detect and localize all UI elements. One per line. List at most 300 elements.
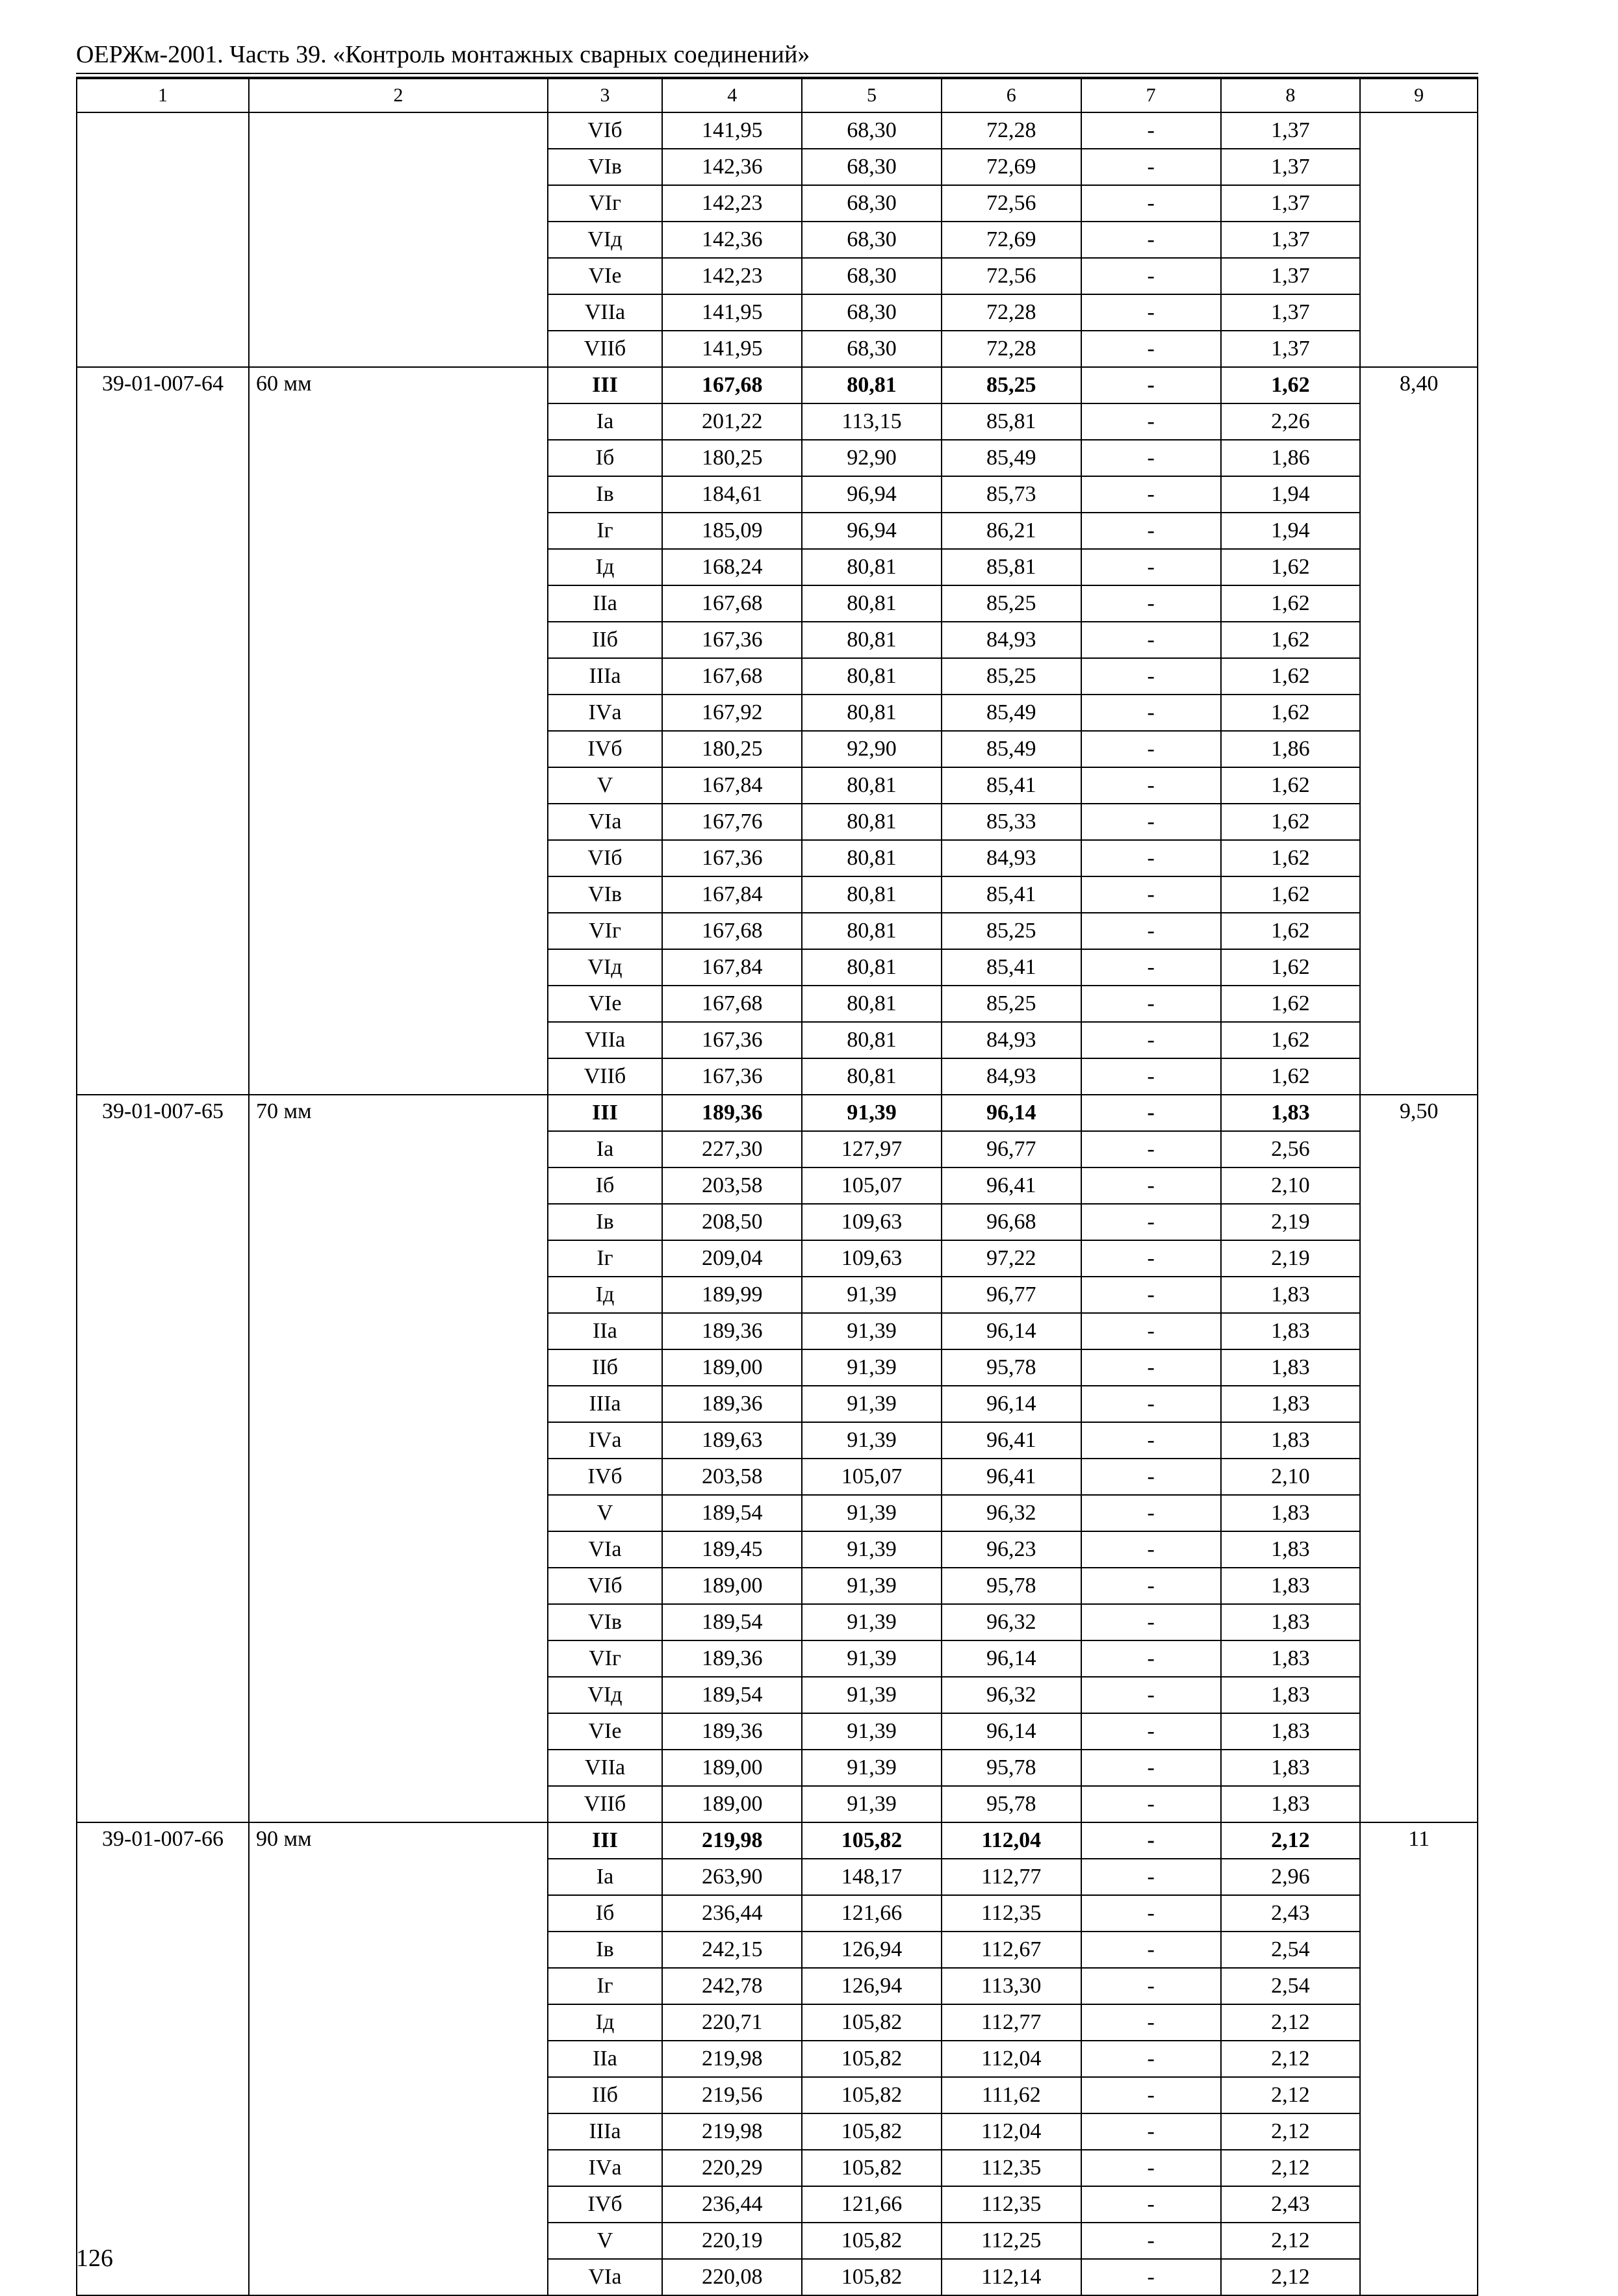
labor-cost-cell: 91,39 <box>802 1313 942 1349</box>
total-cost-cell: 167,68 <box>662 585 802 622</box>
operator-wage-cell: - <box>1081 1604 1221 1640</box>
total-cost-cell: 220,71 <box>662 2004 802 2041</box>
machine-cost-cell: 72,56 <box>942 258 1081 294</box>
machine-cost-cell: 95,78 <box>942 1750 1081 1786</box>
labor-cost-cell: 80,81 <box>802 949 942 986</box>
operator-wage-cell: - <box>1081 513 1221 549</box>
operator-wage-cell: - <box>1081 440 1221 476</box>
labor-cost-cell: 80,81 <box>802 1022 942 1058</box>
materials-cost-cell: 1,62 <box>1221 549 1361 585</box>
operator-wage-cell: - <box>1081 1459 1221 1495</box>
labor-cost-cell: 91,39 <box>802 1349 942 1386</box>
total-cost-cell: 189,54 <box>662 1495 802 1531</box>
total-cost-cell: 263,90 <box>662 1859 802 1895</box>
materials-cost-cell: 1,37 <box>1221 294 1361 331</box>
total-cost-cell: 167,36 <box>662 1058 802 1095</box>
operator-wage-cell: - <box>1081 1640 1221 1677</box>
labor-cost-cell: 105,82 <box>802 2004 942 2041</box>
machine-cost-cell: 84,93 <box>942 622 1081 658</box>
labor-cost-cell: 105,82 <box>802 2259 942 2295</box>
machine-cost-cell: 112,35 <box>942 1895 1081 1932</box>
labor-cost-cell: 80,81 <box>802 695 942 731</box>
labor-cost-cell: 105,82 <box>802 1822 942 1859</box>
condition-code-cell: Iа <box>548 1131 663 1167</box>
total-cost-cell: 189,36 <box>662 1313 802 1349</box>
condition-code-cell: V <box>548 2223 663 2259</box>
operator-wage-cell: - <box>1081 258 1221 294</box>
operator-wage-cell: - <box>1081 2004 1221 2041</box>
total-cost-cell: 167,36 <box>662 1022 802 1058</box>
thickness-cell <box>249 112 548 367</box>
column-header-5: 5 <box>802 79 942 112</box>
column-header-8: 8 <box>1221 79 1361 112</box>
materials-cost-cell: 1,83 <box>1221 1349 1361 1386</box>
materials-cost-cell: 2,43 <box>1221 2186 1361 2223</box>
materials-cost-cell: 1,83 <box>1221 1313 1361 1349</box>
machine-cost-cell: 112,77 <box>942 1859 1081 1895</box>
labor-cost-cell: 68,30 <box>802 112 942 149</box>
materials-cost-cell: 1,62 <box>1221 622 1361 658</box>
labor-cost-cell: 80,81 <box>802 585 942 622</box>
thickness-cell: 90 мм <box>249 1822 548 2295</box>
materials-cost-cell: 2,43 <box>1221 1895 1361 1932</box>
total-cost-cell: 227,30 <box>662 1131 802 1167</box>
materials-cost-cell: 1,94 <box>1221 476 1361 513</box>
machine-cost-cell: 85,25 <box>942 658 1081 695</box>
operator-wage-cell: - <box>1081 658 1221 695</box>
rate-code-cell: 39-01-007-65 <box>77 1095 249 1822</box>
total-cost-cell: 189,00 <box>662 1750 802 1786</box>
labor-cost-cell: 80,81 <box>802 986 942 1022</box>
labor-cost-cell: 80,81 <box>802 549 942 585</box>
labor-cost-cell: 80,81 <box>802 913 942 949</box>
condition-code-cell: VIIа <box>548 1750 663 1786</box>
operator-wage-cell: - <box>1081 185 1221 222</box>
machine-cost-cell: 85,81 <box>942 403 1081 440</box>
operator-wage-cell: - <box>1081 1349 1221 1386</box>
operator-wage-cell: - <box>1081 112 1221 149</box>
machine-cost-cell: 112,04 <box>942 1822 1081 1859</box>
operator-wage-cell: - <box>1081 294 1221 331</box>
operator-wage-cell: - <box>1081 1895 1221 1932</box>
machine-cost-cell: 112,77 <box>942 2004 1081 2041</box>
total-cost-cell: 201,22 <box>662 403 802 440</box>
condition-code-cell: VIд <box>548 1677 663 1713</box>
total-cost-cell: 189,36 <box>662 1095 802 1131</box>
machine-cost-cell: 112,67 <box>942 1932 1081 1968</box>
thickness-cell: 60 мм <box>249 367 548 1095</box>
labor-cost-cell: 105,07 <box>802 1459 942 1495</box>
machine-cost-cell: 85,41 <box>942 876 1081 913</box>
operator-wage-cell: - <box>1081 731 1221 767</box>
materials-cost-cell: 2,26 <box>1221 403 1361 440</box>
materials-cost-cell: 2,12 <box>1221 2259 1361 2295</box>
condition-code-cell: VIг <box>548 1640 663 1677</box>
operator-wage-cell: - <box>1081 476 1221 513</box>
labor-cost-cell: 121,66 <box>802 2186 942 2223</box>
materials-cost-cell: 1,62 <box>1221 367 1361 403</box>
operator-wage-cell: - <box>1081 2259 1221 2295</box>
total-cost-cell: 167,76 <box>662 804 802 840</box>
total-cost-cell: 189,63 <box>662 1422 802 1459</box>
total-cost-cell: 189,00 <box>662 1568 802 1604</box>
condition-code-cell: IIб <box>548 2077 663 2113</box>
total-cost-cell: 189,36 <box>662 1640 802 1677</box>
column-header-7: 7 <box>1081 79 1221 112</box>
materials-cost-cell: 1,94 <box>1221 513 1361 549</box>
labor-cost-cell: 80,81 <box>802 767 942 804</box>
condition-code-cell: VIд <box>548 222 663 258</box>
total-cost-cell: 142,23 <box>662 185 802 222</box>
total-cost-cell: 189,54 <box>662 1604 802 1640</box>
machine-cost-cell: 112,04 <box>942 2041 1081 2077</box>
rate-code-cell: 39-01-007-64 <box>77 367 249 1095</box>
total-cost-cell: 180,25 <box>662 440 802 476</box>
materials-cost-cell: 1,62 <box>1221 658 1361 695</box>
operator-wage-cell: - <box>1081 1022 1221 1058</box>
condition-code-cell: Iд <box>548 549 663 585</box>
labor-cost-cell: 91,39 <box>802 1495 942 1531</box>
condition-code-cell: Iг <box>548 513 663 549</box>
condition-code-cell: Iд <box>548 2004 663 2041</box>
machine-cost-cell: 72,28 <box>942 331 1081 367</box>
labor-cost-cell: 80,81 <box>802 876 942 913</box>
materials-cost-cell: 2,12 <box>1221 2150 1361 2186</box>
machine-cost-cell: 112,25 <box>942 2223 1081 2259</box>
total-cost-cell: 167,36 <box>662 622 802 658</box>
rates-table <box>76 78 1478 2296</box>
materials-cost-cell: 1,37 <box>1221 222 1361 258</box>
total-cost-cell: 141,95 <box>662 294 802 331</box>
table-row <box>77 367 1478 403</box>
materials-cost-cell: 1,37 <box>1221 149 1361 185</box>
materials-cost-cell: 1,62 <box>1221 585 1361 622</box>
materials-cost-cell: 1,62 <box>1221 695 1361 731</box>
total-cost-cell: 167,84 <box>662 876 802 913</box>
labor-cost-cell: 105,07 <box>802 1167 942 1204</box>
condition-code-cell: Iа <box>548 403 663 440</box>
machine-cost-cell: 112,04 <box>942 2113 1081 2150</box>
total-cost-cell: 167,92 <box>662 695 802 731</box>
labor-cost-cell: 80,81 <box>802 367 942 403</box>
total-cost-cell: 242,15 <box>662 1932 802 1968</box>
operator-wage-cell: - <box>1081 1822 1221 1859</box>
machine-cost-cell: 86,21 <box>942 513 1081 549</box>
operator-wage-cell: - <box>1081 1713 1221 1750</box>
operator-wage-cell: - <box>1081 695 1221 731</box>
table-row <box>77 1095 1478 1131</box>
materials-cost-cell: 1,62 <box>1221 949 1361 986</box>
total-cost-cell: 236,44 <box>662 2186 802 2223</box>
materials-cost-cell: 1,62 <box>1221 913 1361 949</box>
total-cost-cell: 209,04 <box>662 1240 802 1277</box>
labor-cost-cell: 96,94 <box>802 513 942 549</box>
total-cost-cell: 219,98 <box>662 2113 802 2150</box>
labor-cost-cell: 91,39 <box>802 1386 942 1422</box>
operator-wage-cell: - <box>1081 1968 1221 2004</box>
materials-cost-cell: 1,83 <box>1221 1677 1361 1713</box>
materials-cost-cell: 1,83 <box>1221 1531 1361 1568</box>
machine-cost-cell: 85,49 <box>942 731 1081 767</box>
operator-wage-cell: - <box>1081 1750 1221 1786</box>
labor-cost-cell: 68,30 <box>802 294 942 331</box>
total-cost-cell: 203,58 <box>662 1459 802 1495</box>
materials-cost-cell: 2,12 <box>1221 2223 1361 2259</box>
labor-hours-cell: 11 <box>1360 1822 1478 2295</box>
operator-wage-cell: - <box>1081 2186 1221 2223</box>
labor-cost-cell: 105,82 <box>802 2223 942 2259</box>
materials-cost-cell: 2,12 <box>1221 2041 1361 2077</box>
total-cost-cell: 242,78 <box>662 1968 802 2004</box>
total-cost-cell: 236,44 <box>662 1895 802 1932</box>
condition-code-cell: IVб <box>548 2186 663 2223</box>
labor-cost-cell: 109,63 <box>802 1204 942 1240</box>
materials-cost-cell: 1,83 <box>1221 1604 1361 1640</box>
condition-code-cell: Iб <box>548 1895 663 1932</box>
operator-wage-cell: - <box>1081 2150 1221 2186</box>
machine-cost-cell: 96,14 <box>942 1386 1081 1422</box>
table-body <box>77 112 1478 2295</box>
column-header-2: 2 <box>249 79 548 112</box>
total-cost-cell: 189,36 <box>662 1386 802 1422</box>
total-cost-cell: 219,98 <box>662 2041 802 2077</box>
materials-cost-cell: 1,62 <box>1221 840 1361 876</box>
condition-code-cell: VIв <box>548 1604 663 1640</box>
operator-wage-cell: - <box>1081 804 1221 840</box>
condition-code-cell: VIIа <box>548 1022 663 1058</box>
operator-wage-cell: - <box>1081 149 1221 185</box>
operator-wage-cell: - <box>1081 1386 1221 1422</box>
labor-cost-cell: 91,39 <box>802 1640 942 1677</box>
materials-cost-cell: 1,37 <box>1221 112 1361 149</box>
operator-wage-cell: - <box>1081 331 1221 367</box>
total-cost-cell: 142,36 <box>662 222 802 258</box>
operator-wage-cell: - <box>1081 2223 1221 2259</box>
materials-cost-cell: 1,62 <box>1221 876 1361 913</box>
materials-cost-cell: 1,83 <box>1221 1750 1361 1786</box>
labor-cost-cell: 91,39 <box>802 1568 942 1604</box>
total-cost-cell: 142,36 <box>662 149 802 185</box>
total-cost-cell: 141,95 <box>662 112 802 149</box>
condition-code-cell: Iв <box>548 1204 663 1240</box>
column-header-1: 1 <box>77 79 249 112</box>
operator-wage-cell: - <box>1081 949 1221 986</box>
materials-cost-cell: 2,12 <box>1221 2113 1361 2150</box>
materials-cost-cell: 1,83 <box>1221 1277 1361 1313</box>
condition-code-cell: VIе <box>548 1713 663 1750</box>
machine-cost-cell: 95,78 <box>942 1349 1081 1386</box>
operator-wage-cell: - <box>1081 1240 1221 1277</box>
materials-cost-cell: 2,19 <box>1221 1204 1361 1240</box>
column-number-row <box>77 79 1478 112</box>
total-cost-cell: 141,95 <box>662 331 802 367</box>
materials-cost-cell: 1,86 <box>1221 440 1361 476</box>
machine-cost-cell: 96,41 <box>942 1422 1081 1459</box>
table-row <box>77 1822 1478 1859</box>
materials-cost-cell: 2,12 <box>1221 2077 1361 2113</box>
operator-wage-cell: - <box>1081 1932 1221 1968</box>
machine-cost-cell: 85,25 <box>942 367 1081 403</box>
condition-code-cell: VIIа <box>548 294 663 331</box>
labor-cost-cell: 105,82 <box>802 2077 942 2113</box>
machine-cost-cell: 96,14 <box>942 1640 1081 1677</box>
total-cost-cell: 167,84 <box>662 767 802 804</box>
operator-wage-cell: - <box>1081 1531 1221 1568</box>
total-cost-cell: 189,45 <box>662 1531 802 1568</box>
condition-code-cell: VIв <box>548 876 663 913</box>
operator-wage-cell: - <box>1081 1677 1221 1713</box>
labor-cost-cell: 68,30 <box>802 331 942 367</box>
labor-hours-cell: 9,50 <box>1360 1095 1478 1822</box>
machine-cost-cell: 113,30 <box>942 1968 1081 2004</box>
materials-cost-cell: 1,62 <box>1221 986 1361 1022</box>
total-cost-cell: 220,08 <box>662 2259 802 2295</box>
total-cost-cell: 189,54 <box>662 1677 802 1713</box>
condition-code-cell: VIд <box>548 949 663 986</box>
operator-wage-cell: - <box>1081 1204 1221 1240</box>
condition-code-cell: V <box>548 767 663 804</box>
materials-cost-cell: 2,54 <box>1221 1932 1361 1968</box>
labor-cost-cell: 80,81 <box>802 840 942 876</box>
operator-wage-cell: - <box>1081 549 1221 585</box>
machine-cost-cell: 85,73 <box>942 476 1081 513</box>
condition-code-cell: Iв <box>548 476 663 513</box>
materials-cost-cell: 2,12 <box>1221 1822 1361 1859</box>
condition-code-cell: IIб <box>548 1349 663 1386</box>
operator-wage-cell: - <box>1081 986 1221 1022</box>
operator-wage-cell: - <box>1081 1786 1221 1822</box>
condition-code-cell: IIа <box>548 1313 663 1349</box>
labor-cost-cell: 105,82 <box>802 2150 942 2186</box>
machine-cost-cell: 84,93 <box>942 1058 1081 1095</box>
machine-cost-cell: 96,32 <box>942 1495 1081 1531</box>
condition-code-cell: VIб <box>548 1568 663 1604</box>
materials-cost-cell: 1,83 <box>1221 1386 1361 1422</box>
condition-code-cell: IIIа <box>548 658 663 695</box>
header-rule <box>76 73 1478 74</box>
condition-code-cell: Iб <box>548 1167 663 1204</box>
materials-cost-cell: 2,12 <box>1221 2004 1361 2041</box>
materials-cost-cell: 2,96 <box>1221 1859 1361 1895</box>
machine-cost-cell: 85,49 <box>942 440 1081 476</box>
total-cost-cell: 185,09 <box>662 513 802 549</box>
labor-cost-cell: 96,94 <box>802 476 942 513</box>
labor-cost-cell: 126,94 <box>802 1968 942 2004</box>
labor-cost-cell: 92,90 <box>802 731 942 767</box>
condition-code-cell: VIIб <box>548 1786 663 1822</box>
labor-cost-cell: 126,94 <box>802 1932 942 1968</box>
condition-code-cell: IVа <box>548 2150 663 2186</box>
operator-wage-cell: - <box>1081 2041 1221 2077</box>
machine-cost-cell: 96,41 <box>942 1167 1081 1204</box>
condition-code-cell: III <box>548 1822 663 1859</box>
total-cost-cell: 219,98 <box>662 1822 802 1859</box>
operator-wage-cell: - <box>1081 767 1221 804</box>
materials-cost-cell: 1,83 <box>1221 1640 1361 1677</box>
total-cost-cell: 203,58 <box>662 1167 802 1204</box>
total-cost-cell: 167,84 <box>662 949 802 986</box>
labor-hours-cell <box>1360 112 1478 367</box>
machine-cost-cell: 111,62 <box>942 2077 1081 2113</box>
total-cost-cell: 189,99 <box>662 1277 802 1313</box>
condition-code-cell: VIе <box>548 986 663 1022</box>
machine-cost-cell: 112,35 <box>942 2186 1081 2223</box>
labor-cost-cell: 91,39 <box>802 1713 942 1750</box>
condition-code-cell: Iг <box>548 1240 663 1277</box>
machine-cost-cell: 84,93 <box>942 840 1081 876</box>
operator-wage-cell: - <box>1081 1313 1221 1349</box>
labor-cost-cell: 91,39 <box>802 1095 942 1131</box>
machine-cost-cell: 95,78 <box>942 1786 1081 1822</box>
machine-cost-cell: 72,28 <box>942 112 1081 149</box>
machine-cost-cell: 95,78 <box>942 1568 1081 1604</box>
condition-code-cell: IIб <box>548 622 663 658</box>
materials-cost-cell: 1,37 <box>1221 331 1361 367</box>
labor-cost-cell: 68,30 <box>802 149 942 185</box>
machine-cost-cell: 84,93 <box>942 1022 1081 1058</box>
machine-cost-cell: 72,69 <box>942 222 1081 258</box>
labor-cost-cell: 91,39 <box>802 1531 942 1568</box>
condition-code-cell: VIг <box>548 913 663 949</box>
machine-cost-cell: 96,68 <box>942 1204 1081 1240</box>
labor-cost-cell: 109,63 <box>802 1240 942 1277</box>
operator-wage-cell: - <box>1081 222 1221 258</box>
condition-code-cell: Iд <box>548 1277 663 1313</box>
condition-code-cell: IIа <box>548 585 663 622</box>
condition-code-cell: Iа <box>548 1859 663 1895</box>
materials-cost-cell: 1,83 <box>1221 1095 1361 1131</box>
labor-cost-cell: 91,39 <box>802 1604 942 1640</box>
total-cost-cell: 142,23 <box>662 258 802 294</box>
materials-cost-cell: 1,37 <box>1221 258 1361 294</box>
labor-cost-cell: 80,81 <box>802 622 942 658</box>
materials-cost-cell: 1,83 <box>1221 1495 1361 1531</box>
materials-cost-cell: 1,62 <box>1221 1058 1361 1095</box>
labor-cost-cell: 80,81 <box>802 658 942 695</box>
rate-code-cell: 39-01-007-66 <box>77 1822 249 2295</box>
condition-code-cell: VIб <box>548 840 663 876</box>
total-cost-cell: 167,68 <box>662 986 802 1022</box>
materials-cost-cell: 2,19 <box>1221 1240 1361 1277</box>
machine-cost-cell: 112,35 <box>942 2150 1081 2186</box>
machine-cost-cell: 96,32 <box>942 1677 1081 1713</box>
labor-hours-cell: 8,40 <box>1360 367 1478 1095</box>
total-cost-cell: 189,36 <box>662 1713 802 1750</box>
machine-cost-cell: 96,32 <box>942 1604 1081 1640</box>
condition-code-cell: V <box>548 1495 663 1531</box>
operator-wage-cell: - <box>1081 403 1221 440</box>
machine-cost-cell: 85,25 <box>942 913 1081 949</box>
operator-wage-cell: - <box>1081 1568 1221 1604</box>
condition-code-cell: VIа <box>548 1531 663 1568</box>
rate-code-cell <box>77 112 249 367</box>
total-cost-cell: 180,25 <box>662 731 802 767</box>
total-cost-cell: 220,19 <box>662 2223 802 2259</box>
labor-cost-cell: 68,30 <box>802 185 942 222</box>
machine-cost-cell: 85,33 <box>942 804 1081 840</box>
total-cost-cell: 167,36 <box>662 840 802 876</box>
total-cost-cell: 184,61 <box>662 476 802 513</box>
thickness-cell: 70 мм <box>249 1095 548 1822</box>
labor-cost-cell: 91,39 <box>802 1422 942 1459</box>
materials-cost-cell: 1,83 <box>1221 1568 1361 1604</box>
machine-cost-cell: 85,49 <box>942 695 1081 731</box>
condition-code-cell: Iв <box>548 1932 663 1968</box>
total-cost-cell: 189,00 <box>662 1349 802 1386</box>
document-header-title: ОЕРЖм-2001. Часть 39. «Контроль монтажных сварных соединений» <box>76 41 810 68</box>
condition-code-cell: IIIа <box>548 2113 663 2150</box>
table-row <box>77 112 1478 149</box>
